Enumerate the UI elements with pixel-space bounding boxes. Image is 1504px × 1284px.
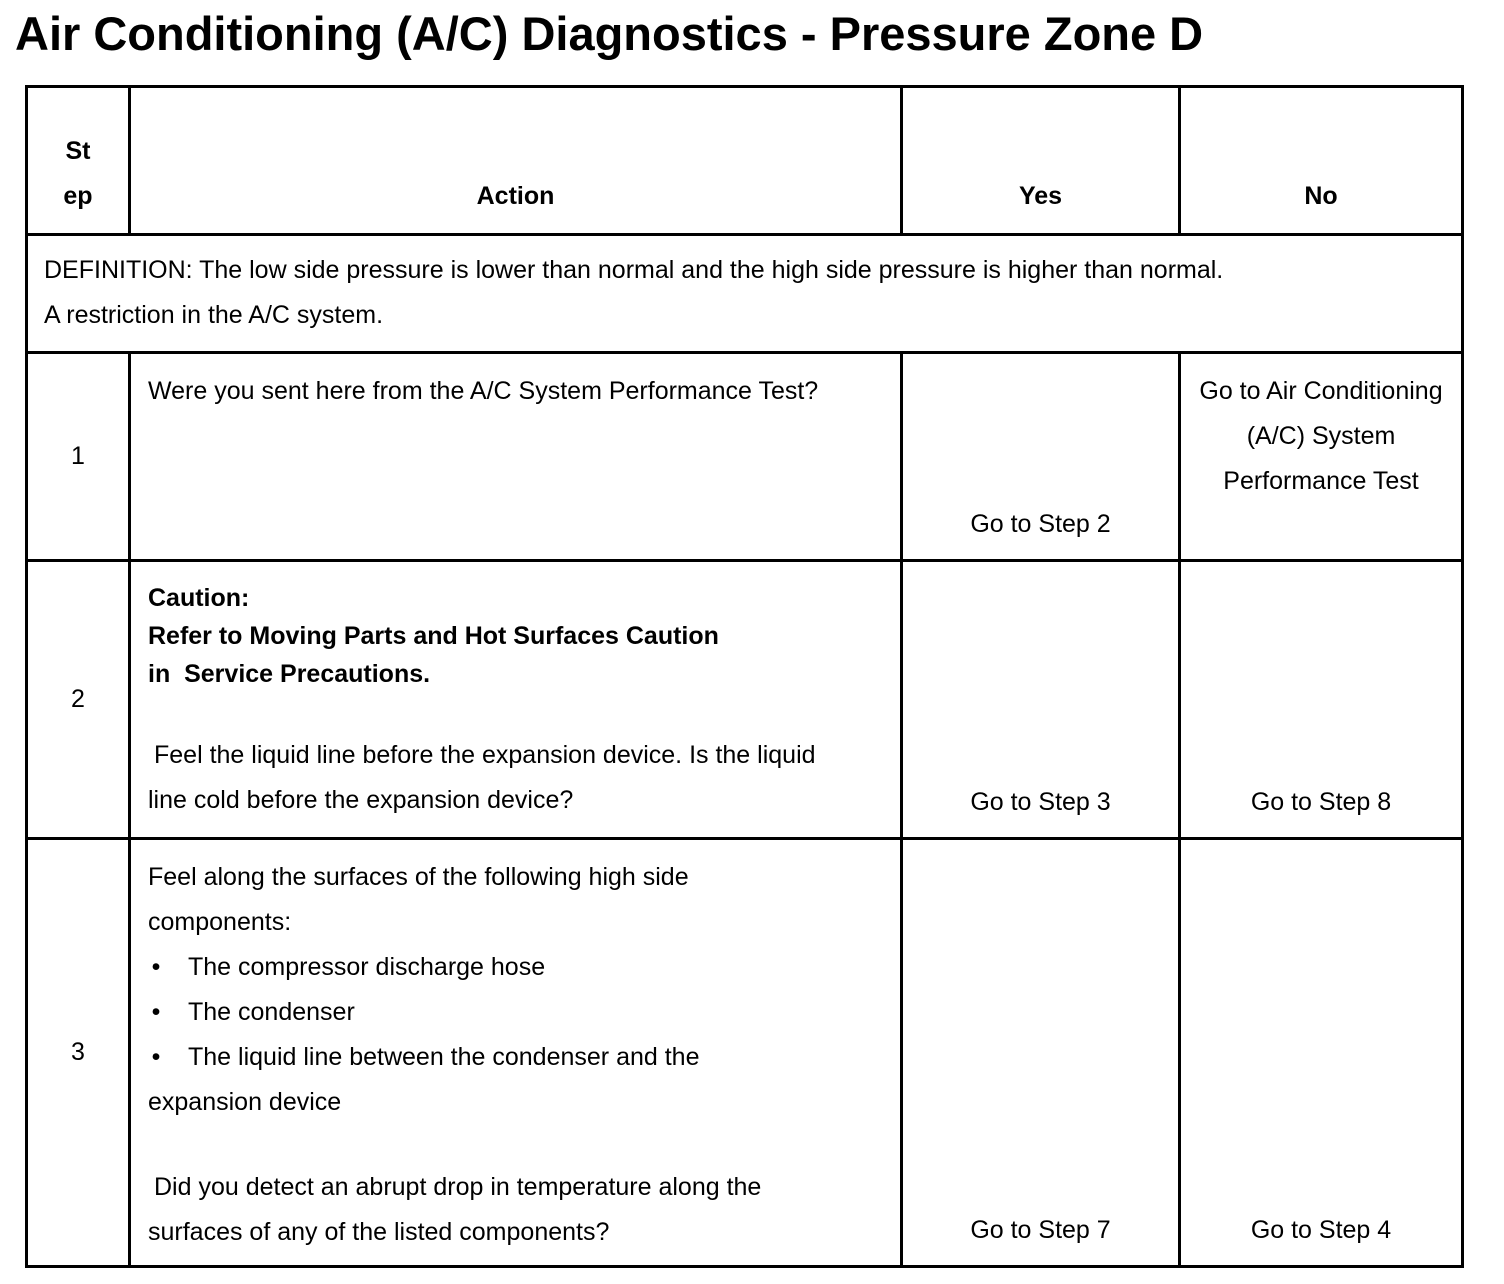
diagnostic-table	[25, 85, 1464, 1268]
step-number: 3	[27, 839, 130, 1267]
step-no-result: Go to Step 8	[1180, 561, 1463, 839]
header-action: Action	[130, 87, 902, 235]
step-yes-result: Go to Step 2	[902, 353, 1180, 561]
definition-row	[27, 235, 1463, 353]
header-no: No	[1180, 87, 1463, 235]
table-row-step-2	[27, 561, 1463, 839]
bullet-icon: •	[151, 953, 161, 981]
table-row-step-1	[27, 353, 1463, 561]
step-action	[130, 353, 902, 561]
step-3-question: Did you detect an abrupt drop in temperature along the surfaces of any of the listed components?	[148, 1173, 762, 1246]
component-text: The liquid line between the condenser and the	[188, 1043, 700, 1071]
list-item	[148, 1035, 890, 1080]
caution-text-line2: in Service Precautions.	[148, 660, 431, 688]
caution-text-line1: Refer to Moving Parts and Hot Surfaces Caution	[148, 622, 719, 650]
step-1-no-text: Go to Air Conditioning (A/C) System Performance Test	[1199, 377, 1443, 495]
step-no-result	[1180, 353, 1463, 561]
component-list	[148, 945, 890, 1080]
bullet-icon: •	[151, 1043, 161, 1071]
bullet-icon: •	[151, 998, 161, 1026]
caution-block	[148, 577, 890, 693]
step-yes-result: Go to Step 3	[902, 561, 1180, 839]
step-number: 2	[27, 561, 130, 839]
header-yes: Yes	[902, 87, 1180, 235]
caution-label: Caution:	[148, 584, 250, 612]
header-step-line2: ep	[63, 182, 93, 210]
table-row-step-3	[27, 839, 1463, 1267]
step-action	[130, 561, 902, 839]
step-1-question: Were you sent here from the A/C System Performance Test?	[148, 377, 819, 405]
list-item	[148, 945, 890, 990]
header-step	[27, 87, 130, 235]
definition-line2: A restriction in the A/C system.	[44, 301, 384, 329]
definition-cell	[27, 235, 1463, 353]
header-step-line1: St	[65, 137, 91, 165]
step-yes-result: Go to Step 7	[902, 839, 1180, 1267]
step-number: 1	[27, 353, 130, 561]
page-title: Air Conditioning (A/C) Diagnostics - Pressure Zone D	[15, 7, 1204, 60]
step-2-question: Feel the liquid line before the expansion device. Is the liquid line cold before the expansion device?	[148, 741, 816, 814]
step-action	[130, 839, 902, 1267]
table-header-row	[27, 87, 1463, 235]
component-text: The condenser	[188, 998, 355, 1026]
component-continuation: expansion device	[148, 1088, 342, 1116]
definition-line1: DEFINITION: The low side pressure is lower than normal and the high side pressure is higher than normal.	[44, 256, 1224, 284]
spacer	[148, 693, 890, 733]
component-text: The compressor discharge hose	[188, 953, 546, 981]
step-no-result: Go to Step 4	[1180, 839, 1463, 1267]
list-item	[148, 990, 890, 1035]
spacer	[148, 1125, 890, 1165]
step-3-intro: Feel along the surfaces of the following high side components:	[148, 863, 689, 936]
